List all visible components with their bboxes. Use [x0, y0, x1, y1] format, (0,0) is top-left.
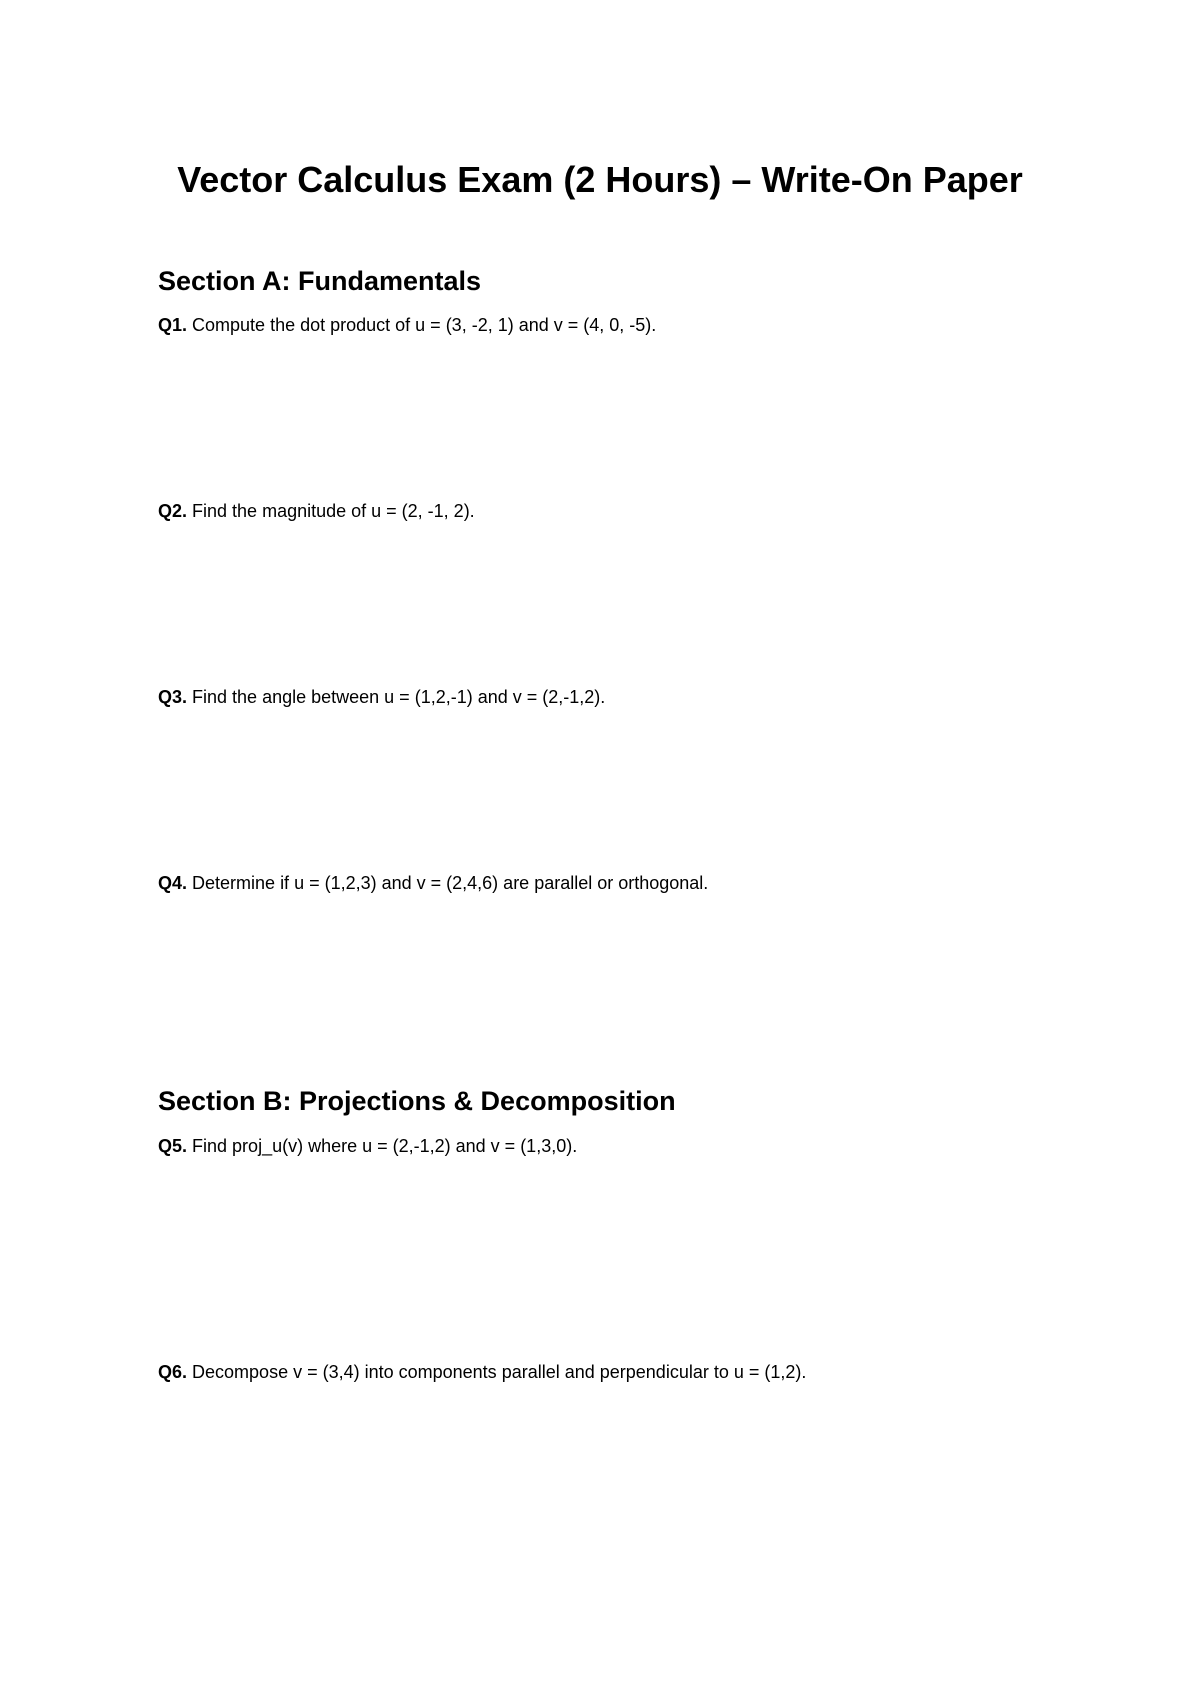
question-q3 [158, 685, 605, 709]
question-q1 [158, 313, 656, 337]
question-q6 [158, 1360, 806, 1384]
section-a-heading: Section A: Fundamentals [158, 266, 482, 296]
question-text: Find the magnitude of u = (2, -1, 2). [192, 501, 475, 521]
question-text: Find proj_u(v) where u = (2,-1,2) and v = (1,3,0). [192, 1136, 578, 1156]
question-number: Q3. [158, 687, 188, 707]
question-q2 [158, 499, 475, 523]
question-q4 [158, 871, 708, 895]
section-b-heading: Section B: Projections & Decomposition [158, 1086, 676, 1116]
question-number: Q1. [158, 315, 188, 335]
question-number: Q6. [158, 1362, 188, 1382]
question-text: Compute the dot product of u = (3, -2, 1) and v = (4, 0, -5). [192, 315, 657, 335]
question-q5 [158, 1134, 577, 1158]
exam-title: Vector Calculus Exam (2 Hours) – Write-On Paper [177, 159, 1023, 200]
question-text: Determine if u = (1,2,3) and v = (2,4,6) are parallel or orthogonal. [192, 873, 709, 893]
question-text: Decompose v = (3,4) into components parallel and perpendicular to u = (1,2). [192, 1362, 807, 1382]
question-text: Find the angle between u = (1,2,-1) and v = (2,-1,2). [192, 687, 606, 707]
question-number: Q2. [158, 501, 188, 521]
question-number: Q5. [158, 1136, 188, 1156]
question-number: Q4. [158, 873, 188, 893]
